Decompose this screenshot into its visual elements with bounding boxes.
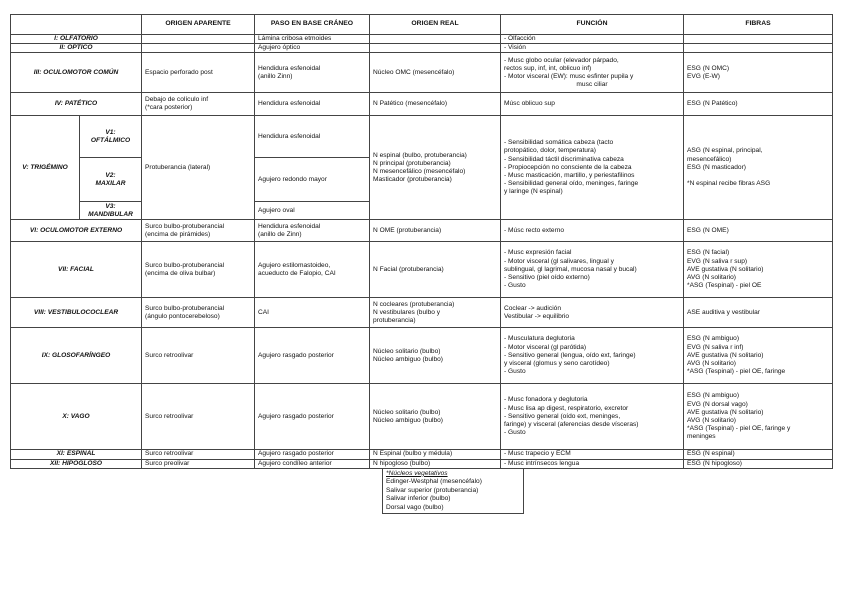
funcion — [501, 384, 684, 450]
fibras — [684, 35, 833, 44]
funcion-line: - Musc lisa ap digest, respiratorio, excretor — [504, 404, 629, 412]
header-origen-real: ORIGEN REAL — [370, 15, 501, 35]
paso-craneo: Agujero redondo mayor — [255, 158, 370, 202]
origen-aparente: Debajo de colículo inf (*cara posterior) — [142, 93, 255, 116]
funcion — [501, 93, 684, 116]
nucleo-item: Edinger-Westphal (mesencéfalo) — [386, 478, 482, 486]
funcion-line: - Sensibilidad general oído, meninges, faringe — [504, 180, 639, 188]
fibras: ESG (N Patético) — [684, 93, 833, 116]
funcion-line: faringe) y visceral (aferencias desde vísceras) — [504, 421, 639, 428]
funcion-line: - Motor visceral (gl parótida) — [504, 343, 587, 351]
nerve-name: IV: PATÉTICO — [11, 93, 142, 116]
nucleos-vegetativos-box — [382, 468, 524, 515]
nucleos-vegetativos-title: *Núcleos vegetativos — [386, 469, 448, 477]
paso-craneo: Agujero rasgado posterior — [255, 384, 370, 450]
funcion-line: - Motor visceral (EW): musc esfinter pupila y — [504, 72, 634, 80]
origen-real — [370, 35, 501, 44]
funcion-line: - Sensitivo general (oído ext, meninges, — [504, 412, 621, 420]
funcion-line: - Musc fonadora y deglutoria — [504, 396, 588, 404]
origen-real: Núcleo solitario (bulbo) Núcleo ambiguo (bulbo) — [370, 328, 501, 384]
branch-v3: V3: MANDIBULAR — [80, 202, 142, 220]
paso-craneo: Agujero condíleo anterior — [255, 459, 370, 468]
fibras: ESG (N OME) — [684, 220, 833, 242]
origen-real: N Patético (mesencéfalo) — [370, 93, 501, 116]
nucleo-item: Dorsal vago (bulbo) — [386, 503, 444, 511]
funcion — [501, 44, 684, 53]
table-row — [11, 242, 833, 298]
origen-real: Núcleo solitario (bulbo) Núcleo ambiguo (bulbo) — [370, 384, 501, 450]
fibras: ESG (N espinal) — [684, 450, 833, 459]
nerve-name: VIII: VESTIBULOCOCLEAR — [11, 298, 142, 328]
table-row — [11, 328, 833, 384]
funcion-line: - Musculatura deglutoria — [504, 335, 575, 343]
paso-craneo: Hendidura esfenoidal (anillo de Zinn) — [255, 220, 370, 242]
header-row — [11, 15, 833, 35]
funcion-line: - Sensitivo (piel oído externo) — [504, 274, 590, 281]
cranial-nerves-sheet — [10, 14, 832, 514]
origen-real-line: N espinal (bulbo, protuberancia) — [373, 151, 467, 159]
branch-v2: V2: MAXILAR — [80, 158, 142, 202]
funcion-line: - Olfacción — [504, 35, 536, 42]
funcion — [501, 242, 684, 298]
header-funcion: FUNCIÓN — [501, 15, 684, 35]
funcion-line: protopático, dolor, temperatura) — [504, 147, 596, 155]
nerve-name: III: OCULOMOTOR COMÚN — [11, 53, 142, 93]
fibras: ASE auditiva y vestibular — [684, 298, 833, 328]
funcion-line: Músc oblicuo sup — [504, 100, 555, 108]
funcion — [501, 459, 684, 468]
table-row — [11, 220, 833, 242]
origen-aparente: Surco bulbo-protuberancial (ángulo pontocerebeloso) — [142, 298, 255, 328]
nucleo-item: Salivar inferior (bulbo) — [386, 495, 451, 503]
funcion-line: - Musc trapecio y ECM — [504, 450, 571, 458]
header-origen-aparente: ORIGEN APARENTE — [142, 15, 255, 35]
origen-real: N OME (protuberancia) — [370, 220, 501, 242]
funcion-line: rectos sup, inf, int, oblicuo inf) — [504, 64, 592, 72]
branch-v1: V1: OFTÁLMICO — [80, 116, 142, 158]
nucleo-item: Salivar superior (protuberancia) — [386, 486, 479, 494]
nerve-name: VII: FACIAL — [11, 242, 142, 298]
nerve-name: I: OLFATORIO — [11, 35, 142, 44]
origen-aparente: Surco retroolivar — [142, 328, 255, 384]
table-row — [11, 298, 833, 328]
header-nerve — [11, 15, 142, 35]
origen-aparente: Surco bulbo-protuberancial (encima de oliva bulbar) — [142, 242, 255, 298]
funcion-line: Coclear -> audición — [504, 304, 561, 312]
cranial-nerves-table — [10, 14, 833, 469]
funcion — [501, 450, 684, 459]
funcion-line: - Gusto — [504, 368, 526, 376]
funcion-line: Vestibular -> equilibrio — [504, 312, 570, 320]
fibras — [684, 44, 833, 53]
funcion-line: - Sensibilidad somática cabeza (tacto — [504, 139, 614, 147]
funcion-line: - Sensitivo general (lengua, oído ext, faringe) — [504, 351, 636, 359]
origen-aparente: Espacio perforado post — [142, 53, 255, 93]
paso-craneo: Agujero rasgado posterior — [255, 450, 370, 459]
origen-aparente: Surco bulbo-protuberancial (encima de pirámides) — [142, 220, 255, 242]
header-paso: PASO EN BASE CRÁNEO — [255, 15, 370, 35]
nerve-name: V: TRIGÉMINO — [11, 116, 80, 220]
fibras: ESG (N ambiguo) EVG (N saliva r inf) AVE gustativa (N solitario) AVG (N solitario) *ASG (Tespinal) - piel OE, faringe — [684, 328, 833, 384]
origen-real-line: N mesencefálico (mesencéfalo) — [373, 167, 466, 175]
paso-craneo: Agujero estilomastoideo, acueducto de Falopio, CAI — [255, 242, 370, 298]
funcion — [501, 220, 684, 242]
origen-aparente: Surco retroolivar — [142, 450, 255, 459]
funcion-line: - Musc masticación, martillo, y periestafilinos — [504, 172, 635, 179]
origen-aparente — [142, 35, 255, 44]
funcion-line: - Visión — [504, 44, 526, 52]
paso-craneo: Hendidura esfenoidal (anillo Zinn) — [255, 53, 370, 93]
funcion-line: - Motor visceral (gl salivares, lingual y — [504, 257, 614, 265]
funcion-line: - Músc recto externo — [504, 226, 565, 234]
table-row — [11, 116, 833, 158]
funcion-line: sublingual, gl lagrimal, mucosa nasal y bucal) — [504, 265, 637, 273]
fibras: ESG (N hipogloso) — [684, 459, 833, 468]
funcion — [501, 53, 684, 93]
paso-craneo: CAI — [255, 298, 370, 328]
funcion-line: - Gusto — [504, 282, 526, 290]
paso-craneo: Lámina cribosa etmoides — [255, 35, 370, 44]
funcion-line: - Sensibilidad táctil discriminativa cabeza — [504, 155, 624, 163]
funcion — [501, 35, 684, 44]
funcion-line: - Propiocepción no consciente de la cabeza — [504, 163, 632, 171]
paso-craneo: Agujero rasgado posterior — [255, 328, 370, 384]
table-row — [11, 459, 833, 468]
funcion — [501, 298, 684, 328]
nerve-name: XI: ESPINAL — [11, 450, 142, 459]
table-row — [11, 384, 833, 450]
funcion — [501, 328, 684, 384]
origen-real — [370, 116, 501, 220]
nerve-name: X: VAGO — [11, 384, 142, 450]
nerve-name: XII: HIPOGLOSO — [11, 459, 142, 468]
origen-real: N Facial (protuberancia) — [370, 242, 501, 298]
funcion-line: - Musc intrínsecos lengua — [504, 459, 580, 467]
paso-craneo: Hendidura esfenoidal — [255, 93, 370, 116]
origen-real-line: N principal (protuberancia) — [373, 159, 451, 167]
funcion-line: - Gusto — [504, 429, 526, 437]
funcion-line: musc ciliar — [576, 81, 608, 89]
nerve-name: VI: OCULOMOTOR EXTERNO — [11, 220, 142, 242]
table-row — [11, 35, 833, 44]
funcion-line: y laringe (N espinal) — [504, 188, 563, 196]
table-row — [11, 93, 833, 116]
table-row — [11, 44, 833, 53]
funcion-line: - Musc expresión facial — [504, 249, 572, 257]
fibras: ESG (N ambiguo) EVG (N dorsal vago) AVE gustativa (N solitario) AVG (N solitario) *ASG (Tespinal) - piel OE, faringe y meninges — [684, 384, 833, 450]
nerve-name: II: ÓPTICO — [11, 44, 142, 53]
origen-aparente: Protuberancia (lateral) — [142, 116, 255, 220]
origen-aparente — [142, 44, 255, 53]
origen-real: N hipogloso (bulbo) — [370, 459, 501, 468]
fibras: ESG (N OMC) EVG (E-W) — [684, 53, 833, 93]
paso-craneo: Hendidura esfenoidal — [255, 116, 370, 158]
paso-craneo: Agujero oval — [255, 202, 370, 220]
table-row — [11, 450, 833, 459]
origen-real: N cocleares (protuberancia) N vestibulares (bulbo y protuberancia) — [370, 298, 501, 328]
origen-aparente: Surco preolivar — [142, 459, 255, 468]
funcion — [501, 116, 684, 220]
origen-real-line: Masticador (protuberancia) — [373, 176, 452, 184]
origen-real — [370, 44, 501, 53]
origen-real: Núcleo OMC (mesencéfalo) — [370, 53, 501, 93]
nerve-name: IX: GLOSOFARÍNGEO — [11, 328, 142, 384]
fibras: ASG (N espinal, principal, mesencefálico) ESG (N masticador) *N espinal recibe fibras ASG — [684, 116, 833, 220]
fibras: ESG (N facial) EVG (N saliva r sup) AVE gustativa (N solitario) AVG (N solitario) *ASG (Tespinal) - piel OE — [684, 242, 833, 298]
origen-real: N Espinal (bulbo y médula) — [370, 450, 501, 459]
paso-craneo: Agujero óptico — [255, 44, 370, 53]
header-fibras: FIBRAS — [684, 15, 833, 35]
origen-aparente: Surco retroolivar — [142, 384, 255, 450]
table-row — [11, 53, 833, 93]
funcion-line: - Musc globo ocular (elevador párpado, — [504, 56, 619, 64]
funcion-line: y visceral (glomus y seno carotídeo) — [504, 360, 610, 367]
